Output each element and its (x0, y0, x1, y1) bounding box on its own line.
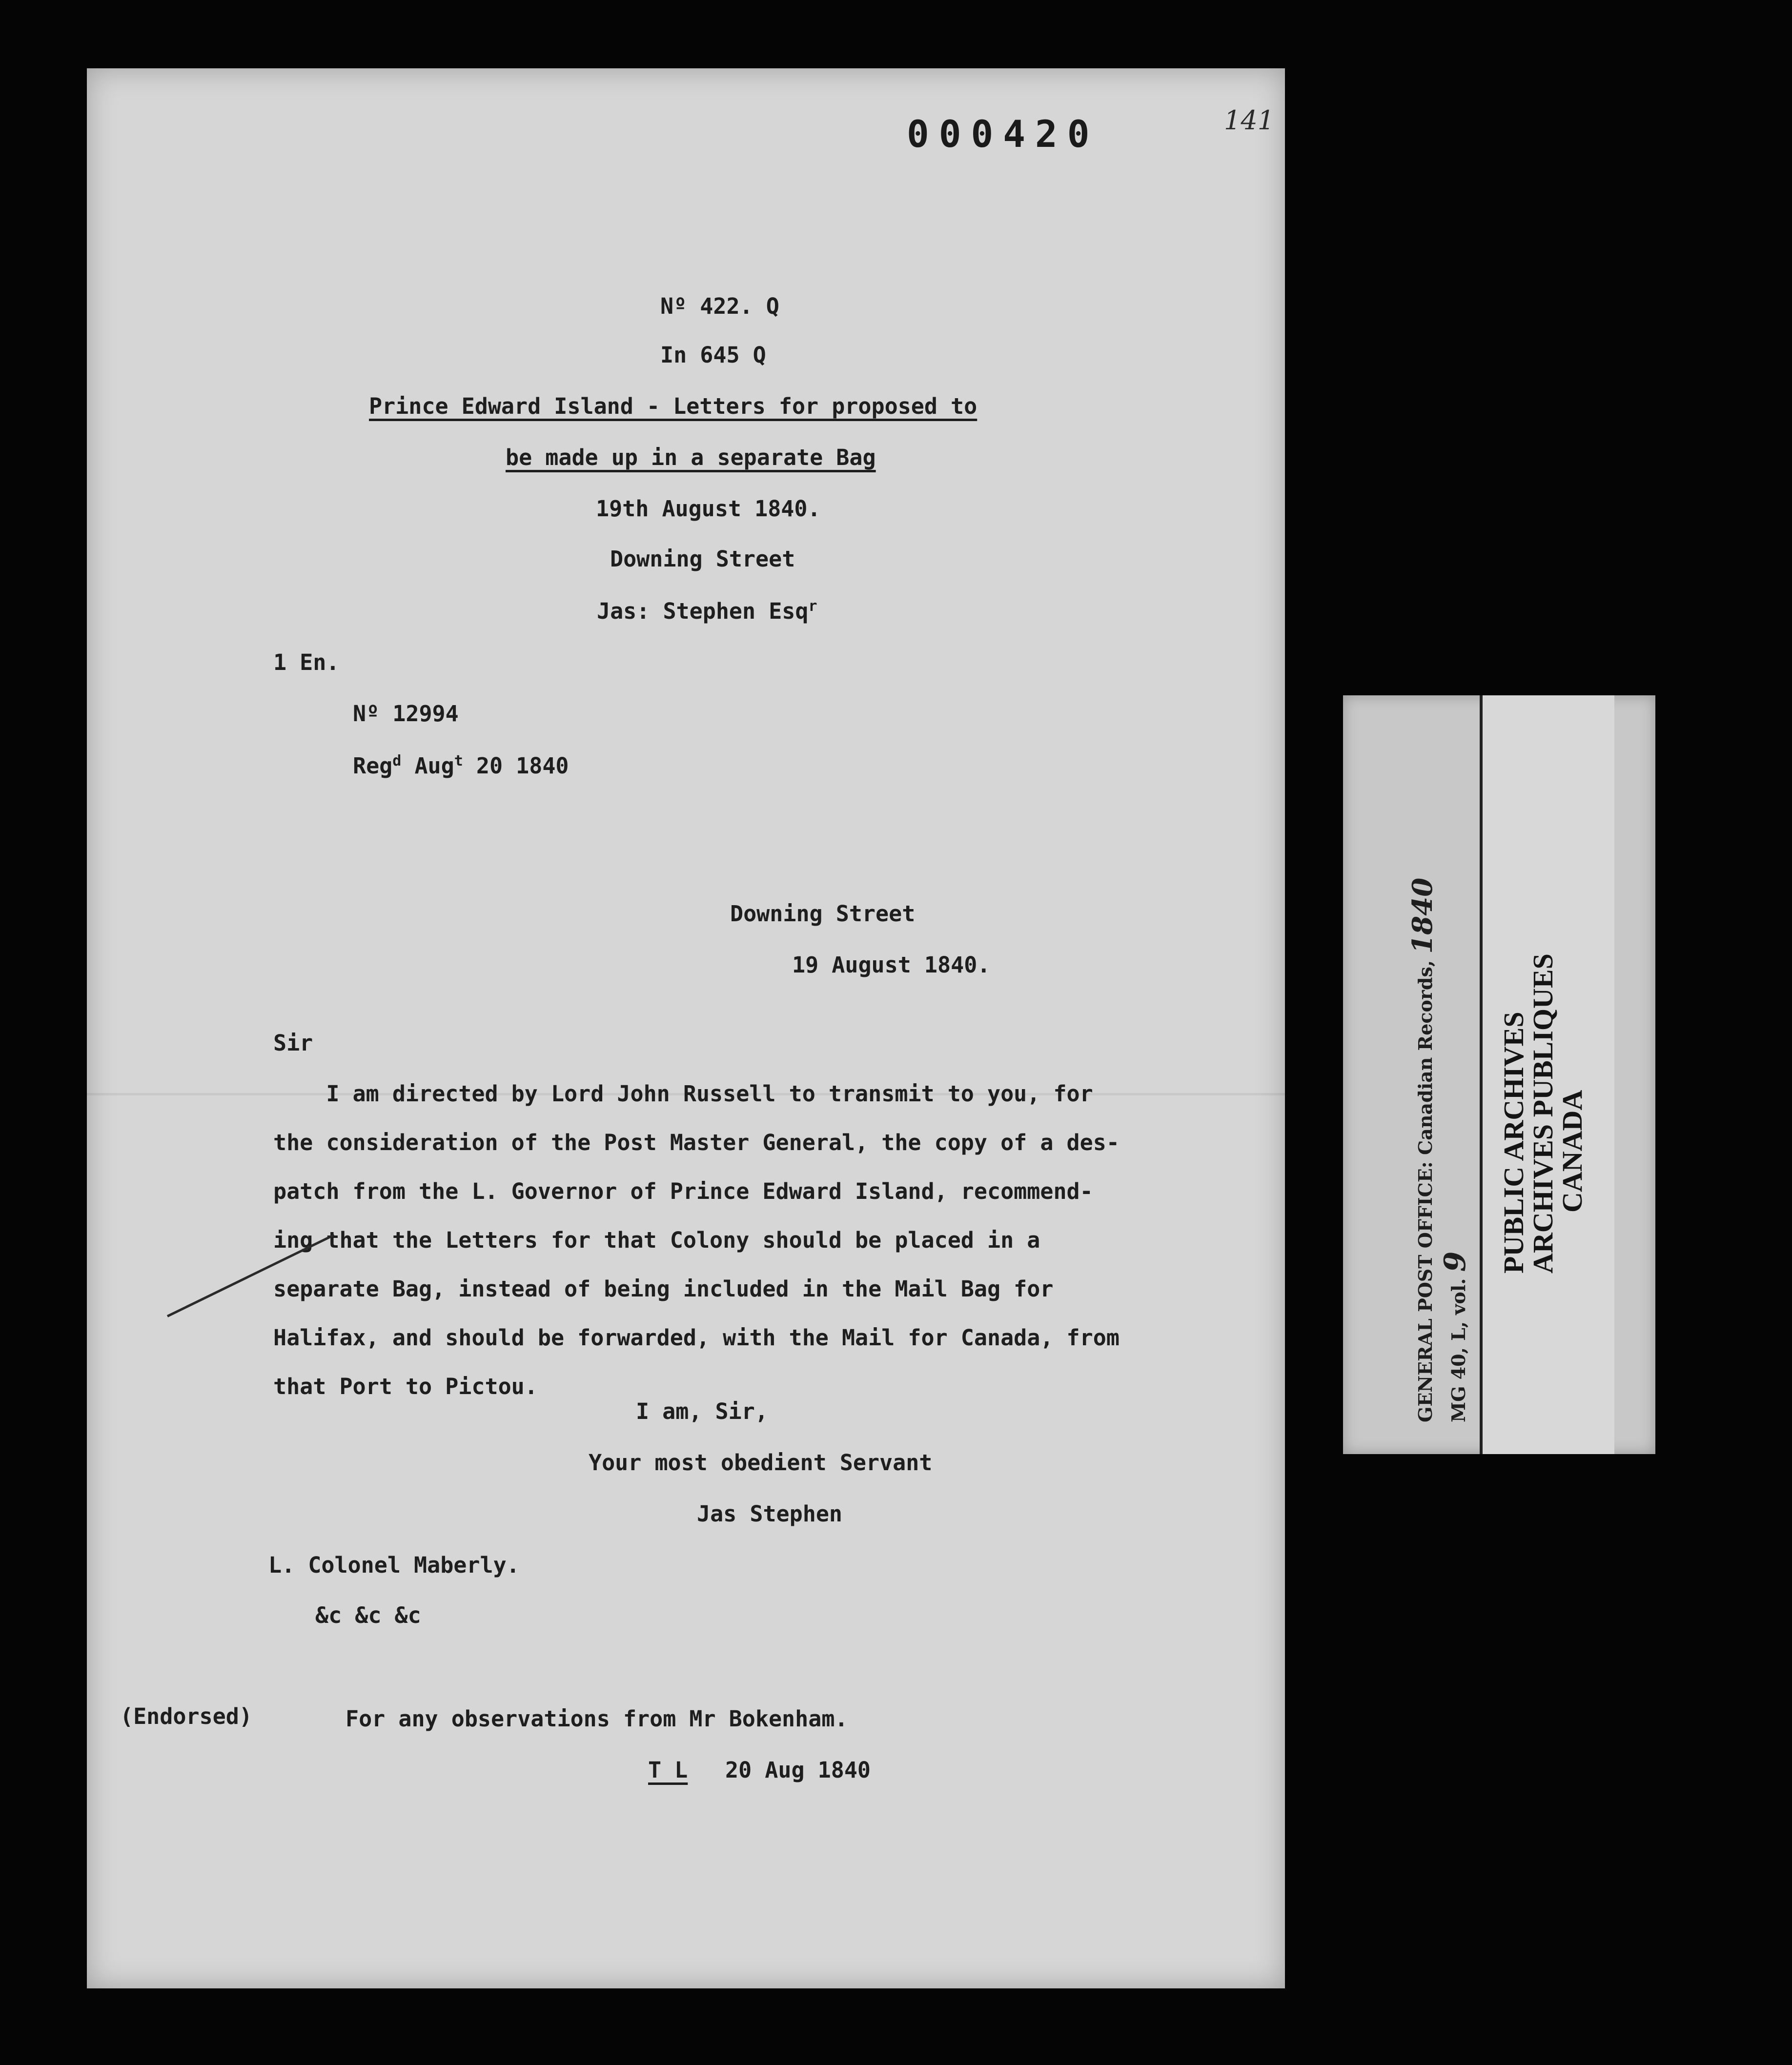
closing-line-2: Your most obedient Servant (589, 1450, 933, 1476)
archive-record-title: GENERAL POST OFFICE: Canadian Records, 1840 (1406, 877, 1439, 1422)
heading-date: 19th August 1840. (596, 496, 821, 522)
body-line: separate Bag, instead of being included in the Mail Bag for (273, 1276, 1054, 1302)
document-number: Nº 422. Q (660, 293, 779, 319)
endorsement-text: For any observations from Mr Bokenham. (346, 1706, 848, 1732)
subject-line-2: be made up in a separate Bag (506, 445, 876, 470)
endorsed-label: (Endorsed) (120, 1703, 252, 1729)
addressee: L. Colonel Maberly. (268, 1552, 520, 1578)
enclosure-count: 1 En. (273, 649, 340, 675)
archive-label (1343, 695, 1655, 1454)
endorsement-date: 20 Aug 1840 (725, 1757, 871, 1783)
subject-line-1: Prince Edward Island - Letters for proposed to (369, 393, 977, 419)
body-line: Halifax, and should be forwarded, with the Mail for Canada, from (273, 1325, 1120, 1351)
letter-place: Downing Street (730, 901, 916, 927)
endorsement-initials: T L (648, 1757, 688, 1783)
letter-date: 19 August 1840. (792, 952, 991, 978)
stamp-number: 000420 (907, 112, 1100, 156)
registration-number: Nº 12994 (353, 701, 459, 727)
body-line: that Port to Pictou. (273, 1374, 538, 1399)
closing-line-1: I am, Sir, (636, 1398, 768, 1424)
body-line: the consideration of the Post Master General, the copy of a des- (273, 1130, 1120, 1155)
body-line: patch from the L. Governor of Prince Edward Island, recommend- (273, 1178, 1093, 1204)
registration-date: Reg$^d$ Aug$^t$ 20 1840 (353, 752, 569, 779)
etcetera: &c &c &c (315, 1602, 421, 1628)
body-line: ing that the Letters for that Colony should be placed in a (273, 1227, 1040, 1253)
body-line: I am directed by Lord John Russell to transmit to you, for (273, 1081, 1093, 1107)
archives-stamp-line-1: PUBLIC ARCHIVES (1498, 1012, 1529, 1274)
in-reference: In 645 Q (660, 342, 766, 368)
document-page (87, 68, 1285, 1988)
archive-volume: MG 40, L, vol. 9 (1438, 1251, 1472, 1422)
salutation: Sir (273, 1030, 313, 1056)
archives-stamp-line-3: CANADA (1556, 1090, 1588, 1213)
folio-number: 141 (1224, 105, 1275, 136)
signature: Jas Stephen (697, 1501, 843, 1527)
heading-from: Jas: Stephen Esq$^r$ (597, 598, 817, 624)
heading-place: Downing Street (610, 546, 795, 572)
archives-stamp-line-2: ARCHIVES PUBLIQUES (1527, 953, 1559, 1274)
archives-stamp-panel (1480, 695, 1614, 1454)
